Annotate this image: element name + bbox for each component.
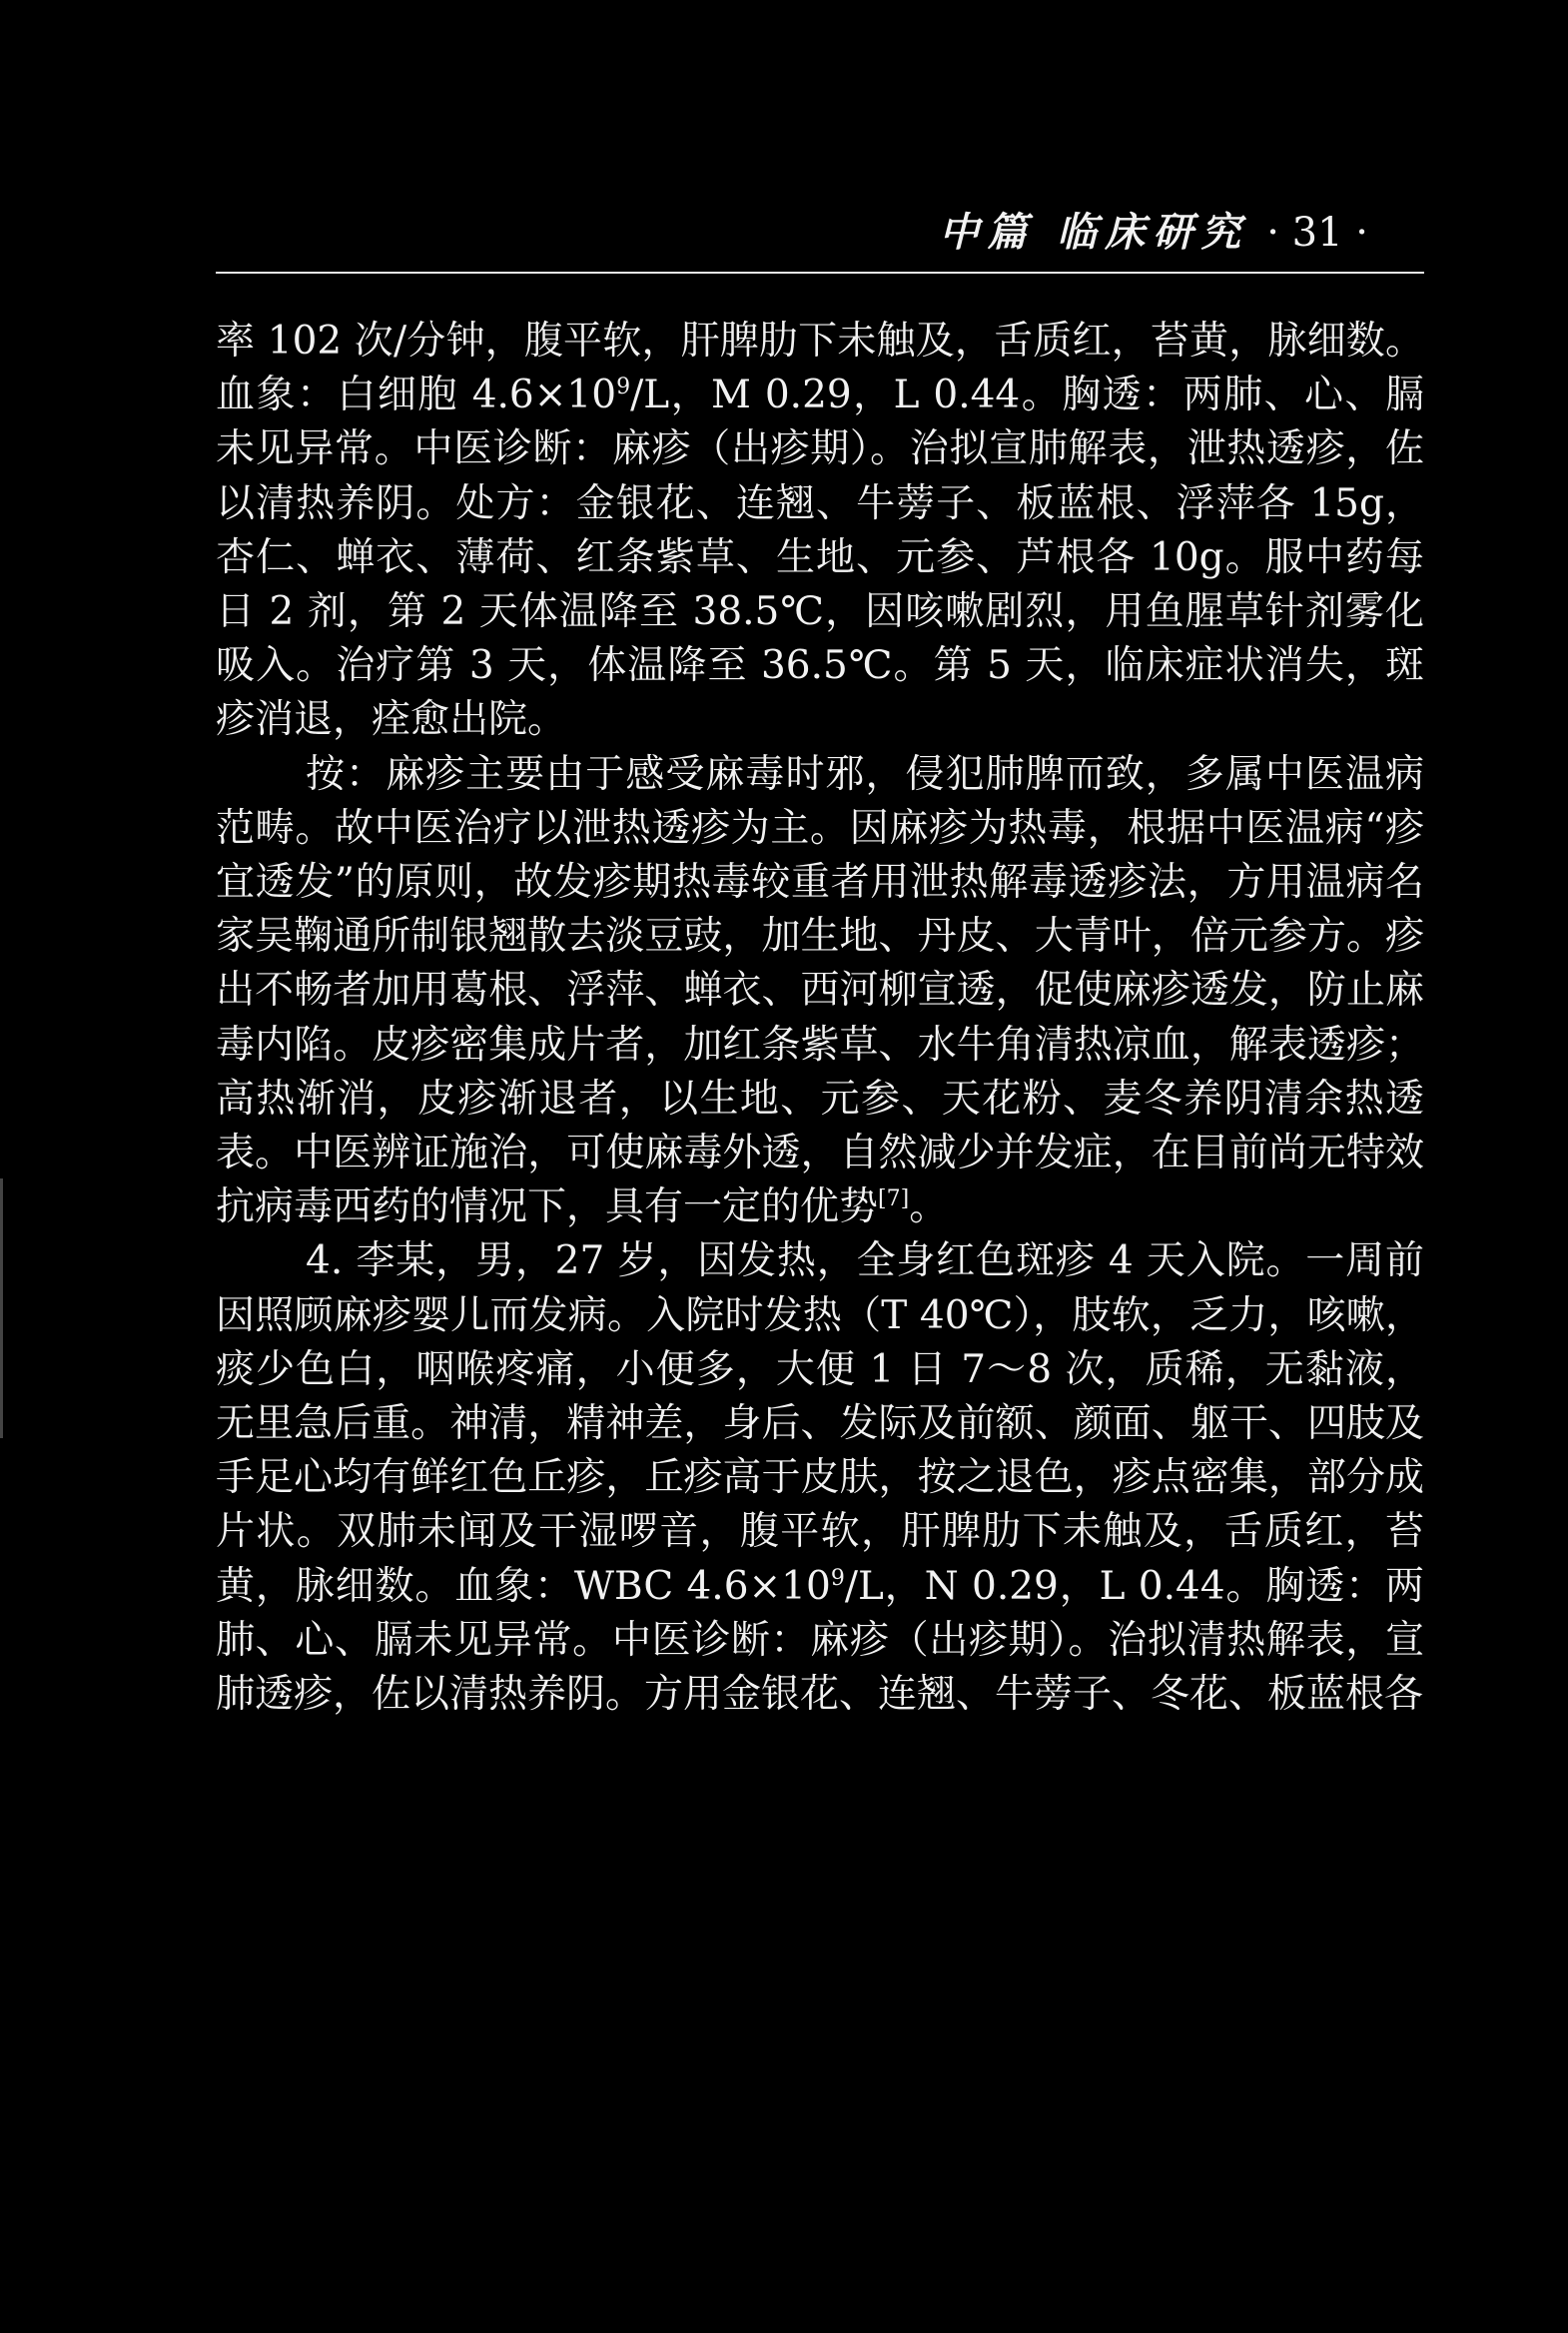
- running-header: [0, 205, 1368, 261]
- text-run: /L，M 0.29，L 0.44。胸透：两肺、心、膈未见异常。中医诊断：麻疹（出疹期）。治拟宣肺解表，泄热透疹，佐以清热养阴。处方：金银花、连翘、牛蒡子、板蓝根、浮萍各 15g，杏仁、蝉衣、薄荷、红条紫草、生地、元参、芦根各 10g。服中药每日 2 剂，第 2 天体温降至 38.5℃，因咳嗽剧烈，用鱼腥草针剂雾化吸入。治疗第 3 天，体温降至 36.5℃。第 5 天，临床症状消失，斑疹消退，痊愈出院。: [216, 373, 1424, 743]
- journal-section-title: 中篇 临床研究: [939, 209, 1249, 256]
- page-number: · 31 ·: [1266, 210, 1368, 256]
- body-text: [216, 315, 1424, 1722]
- paragraph: [216, 1234, 1424, 1722]
- superscript: [7]: [878, 1186, 910, 1212]
- text-run: 4. 李某，男，27 岁，因发热，全身红色斑疹 4 天入院。一周前因照顾麻疹婴儿而发病。入院时发热（T 40℃），肢软，乏力，咳嗽，痰少色白，咽喉疼痛，小便多，大便 1 日 7～8 次，质稀，无黏液，无里急后重。神清，精神差，身后、发际及前额、颜面、躯干、四肢及手足心均有鲜红色丘疹，丘疹高于皮肤，按之退色，疹点密集，部分成片状。双肺未闻及干湿啰音，腹平软，肝脾肋下未触及，舌质红，苔黄，脉细数。血象：WBC 4.6×10: [216, 1238, 1424, 1609]
- text-run: /L，N 0.29，L 0.44。胸透：两肺、心、膈未见异常。中医诊断：麻疹（出疹期）。治拟清热解表，宣肺透疹，佐以清热养阴。方用金银花、连翘、牛蒡子、冬花、板蓝根各: [216, 1563, 1424, 1718]
- superscript: 9: [616, 375, 631, 400]
- text-run: 率 102 次/分钟，腹平软，肝脾肋下未触及，舌质红，苔黄，脉细数。血象：白细胞 4.6×10: [216, 319, 1424, 418]
- superscript: 9: [830, 1565, 845, 1591]
- paragraph: [216, 315, 1424, 748]
- text-run: 按：麻疹主要由于感受麻毒时邪，侵犯肺脾而致，多属中医温病范畴。故中医治疗以泄热透疹为主。因麻疹为热毒，根据中医温病“疹宜透发”的原则，故发疹期热毒较重者用泄热解毒透疹法，方用温病名家吴鞠通所制银翘散去淡豆豉，加生地、丹皮、大青叶，倍元参方。疹出不畅者加用葛根、浮萍、蝉衣、西河柳宣透，促使麻疹透发，防止麻毒内陷。皮疹密集成片者，加红条紫草、水牛角清热凉血，解表透疹；高热渐消，皮疹渐退者，以生地、元参、天花粉、麦冬养阴清余热透表。中医辨证施治，可使麻毒外透，自然减少并发症，在目前尚无特效抗病毒西药的情况下，具有一定的优势: [216, 751, 1424, 1230]
- paragraph: [216, 748, 1424, 1235]
- text-run: 。: [909, 1184, 949, 1230]
- page-edge-shadow: [0, 1178, 3, 1438]
- header-rule: [216, 272, 1424, 274]
